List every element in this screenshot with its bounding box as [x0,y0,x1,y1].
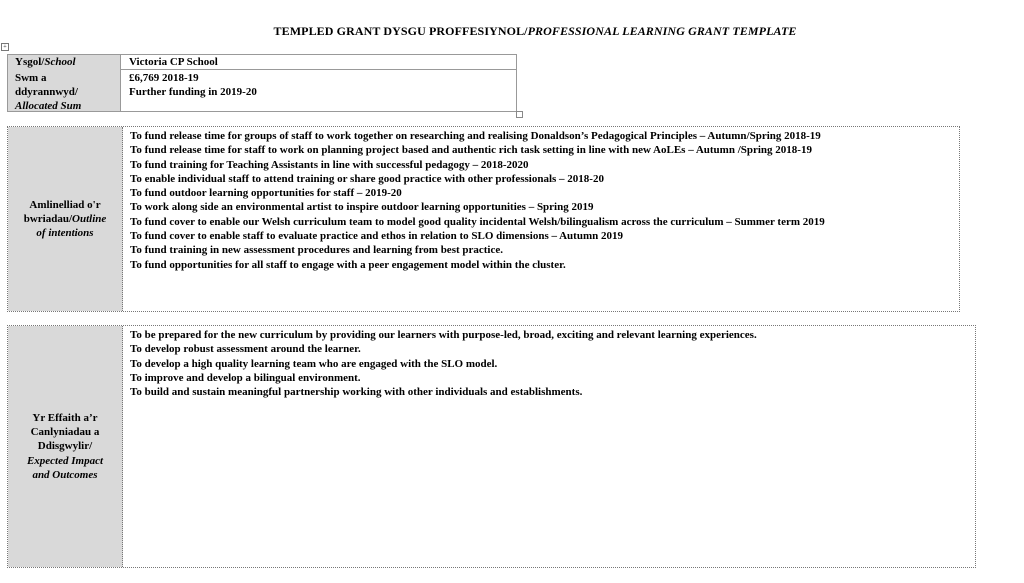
list-item: To fund cover to enable our Welsh curriculum team to model good quality incidental Welsh/bilingualism across the curriculum – Summer term 2019 [130,215,825,228]
school-label [8,55,121,69]
allocated-sum-row [8,69,516,111]
impact-label-line1: Yr Effaith a’r [32,411,98,424]
list-item: To improve and develop a bilingual environment. [130,371,361,384]
school-info-table [7,54,517,112]
intentions-label-line1: Amlinelliad o'r [29,198,101,211]
impact-label-line3: Ddisgwylir/ [37,440,93,453]
school-label-english: School [44,56,76,68]
list-item: To be prepared for the new curriculum by providing our learners with purpose-led, broad, exciting and relevant learning experiences. [130,329,757,341]
intentions-label-line3: of intentions [36,227,94,240]
allocated-sum-value[interactable] [129,69,257,99]
school-value[interactable]: Victoria CP School [129,56,218,68]
school-row [8,55,516,70]
list-item: To fund release time for staff to work on planning project based and authentic rich task setting in line with new AoLEs – Autumn /Spring 2018-19 [130,144,812,157]
intentions-list[interactable] [130,129,955,272]
allocated-sum-label-line2: ddyrannwyd/ [15,86,78,98]
list-item: To fund cover to enable staff to evaluate practice and ethos in relation to SLO dimensions – Autumn 2019 [130,230,623,243]
table-resize-handle[interactable] [516,111,523,118]
document-title-english: PROFESSIONAL LEARNING GRANT TEMPLATE [527,24,797,38]
list-item: To work along side an environmental artist to inspire outdoor learning opportunities – Spring 2019 [130,201,594,214]
impact-label-line4: Expected Impact [26,454,104,467]
list-item: To fund release time for groups of staff to work together on researching and realising Donaldson’s Pedagogical Principles – Autumn/Spring 2018-19 [130,130,821,142]
impact-label [8,326,123,567]
impact-label-line5: and Outcomes [32,468,98,481]
allocated-sum-value-line1: £6,769 2018-19 [129,72,199,84]
list-item: To develop robust assessment around the learner. [130,343,361,356]
document-title [0,24,1024,38]
impact-list[interactable] [130,328,971,399]
intentions-section [7,126,960,312]
impact-label-line2: Canlyniadau a [30,426,100,439]
allocated-sum-label-english: Allocated Sum [15,100,82,112]
document-title-welsh: TEMPLED GRANT DYSGU PROFFESIYNOL/ [273,24,528,38]
list-item: To build and sustain meaningful partnership working with other individuals and establishments. [130,386,583,399]
allocated-sum-value-line2: Further funding in 2019-20 [129,86,257,98]
school-label-welsh: Ysgol/ [15,56,45,68]
allocated-sum-label-line1: Swm a [15,72,47,84]
list-item: To develop a high quality learning team who are engaged with the SLO model. [130,357,498,370]
list-item: To fund outdoor learning opportunities for staff – 2019-20 [130,187,402,200]
list-item: To fund opportunities for all staff to engage with a peer engagement model within the cluster. [130,258,566,271]
list-item: To fund training in new assessment procedures and learning from best practice. [130,244,504,257]
allocated-sum-label [8,69,121,111]
impact-section [7,325,976,568]
table-move-handle-icon[interactable]: + [1,43,9,51]
intentions-label-line2: bwriadau/Outline [23,212,107,225]
list-item: To enable individual staff to attend training or share good practice with other professionals – 2018-20 [130,172,604,185]
list-item: To fund training for Teaching Assistants in line with successful pedagogy – 2018-2020 [130,158,529,171]
intentions-label [8,127,123,311]
